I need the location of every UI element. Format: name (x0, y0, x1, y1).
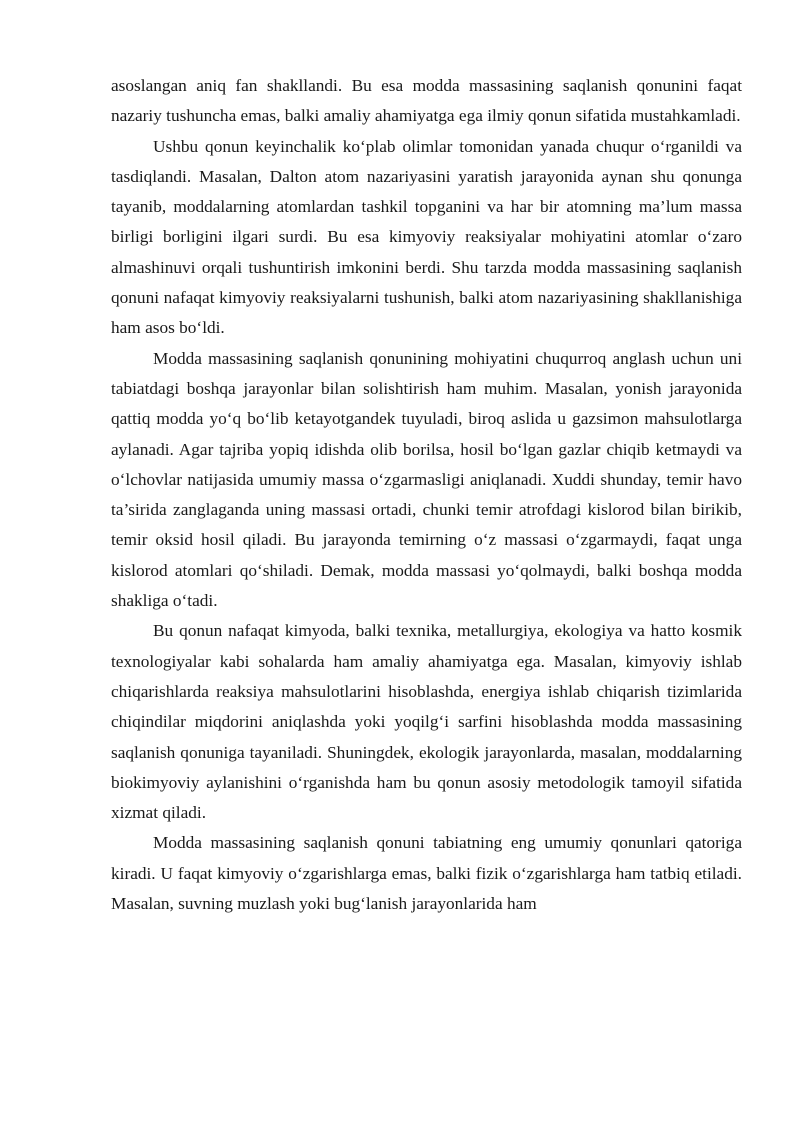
body-text (111, 71, 742, 919)
paragraph-practical-applications: Bu qonun nafaqat kimyoda, balki texnika, metallurgiya, ekologiya va hatto kosmik texnologiyalar kabi sohalarda ham amaliy ahamiyatga ega. Masalan, kimyoviy ishlab chiqarishlarda reaksiya mahsulotlarini hisoblashda, energiya ishlab chiqarish tizimlarida chiqindilar miqdorini aniqlashda yoki yoqilg‘i sarfini hisoblashda modda massasining saqlanish qonuniga tayaniladi. Shuningdek, ekologik jarayonlarda, masalan, moddalarning biokimyoviy aylanishini o‘rganishda ham bu qonun asosiy metodologik tamoyil sifatida xizmat qiladi. (111, 621, 742, 823)
paragraph-dalton-atomic-theory: Ushbu qonun keyinchalik ko‘plab olimlar tomonidan yanada chuqur o‘rganildi va tasdiqlandi. Masalan, Dalton atom nazariyasini yaratish jarayonida aynan shu qonunga tayanib, moddalarning atomlardan tashkil topganini va har bir atomning ma’lum massa birligi borligini ilgari surdi. Bu esa kimyoviy reaksiyalar mohiyatini atomlar o‘zaro almashinuvi orqali tushuntirish imkonini berdi. Shu tarzda modda massasining saqlanish qonuni nafaqat kimyoviy reaksiyalarni tushunish, balki atom nazariyasining shakllanishiga ham asos bo‘ldi. (111, 136, 742, 338)
paragraph-combustion-and-rusting: Modda massasining saqlanish qonunining mohiyatini chuqurroq anglash uchun uni tabiatdagi boshqa jarayonlar bilan solishtirish ham muhim. Masalan, yonish jarayonida qattiq modda yo‘q bo‘lib ketayotgandek tuyuladi, biroq aslida u gazsimon mahsulotlarga aylanadi. Agar tajriba yopiq idishda olib borilsa, hosil bo‘lgan gazlar chiqib ketmaydi va o‘lchovlar natijasida umumiy massa o‘zgarmasligi aniqlanadi. Xuddi shunday, temir havo ta’sirida zanglaganda uning massasi ortadi, chunki temir atrofdagi kislorod bilan birikib, temir oksid hosil qiladi. Bu jarayonda temirning o‘z massasi o‘zgarmaydi, faqat unga kislorod atomlari qo‘shiladi. Demak, modda massasi yo‘qolmaydi, balki boshqa modda shakliga o‘tadi. (111, 348, 742, 611)
paragraph-universal-law: Modda massasining saqlanish qonuni tabiatning eng umumiy qonunlari qatoriga kiradi. U faqat kimyoviy o‘zgarishlarga emas, balki fizik o‘zgarishlarga ham tatbiq etiladi. Masalan, suvning muzlash yoki bug‘lanish jarayonlarida ham (111, 833, 742, 914)
paragraph-continuation: asoslangan aniq fan shakllandi. Bu esa modda massasining saqlanish qonunini faqat nazariy tushuncha emas, balki amaliy ahamiyatga ega ilmiy qonun sifatida mustahkamladi. (111, 76, 742, 126)
